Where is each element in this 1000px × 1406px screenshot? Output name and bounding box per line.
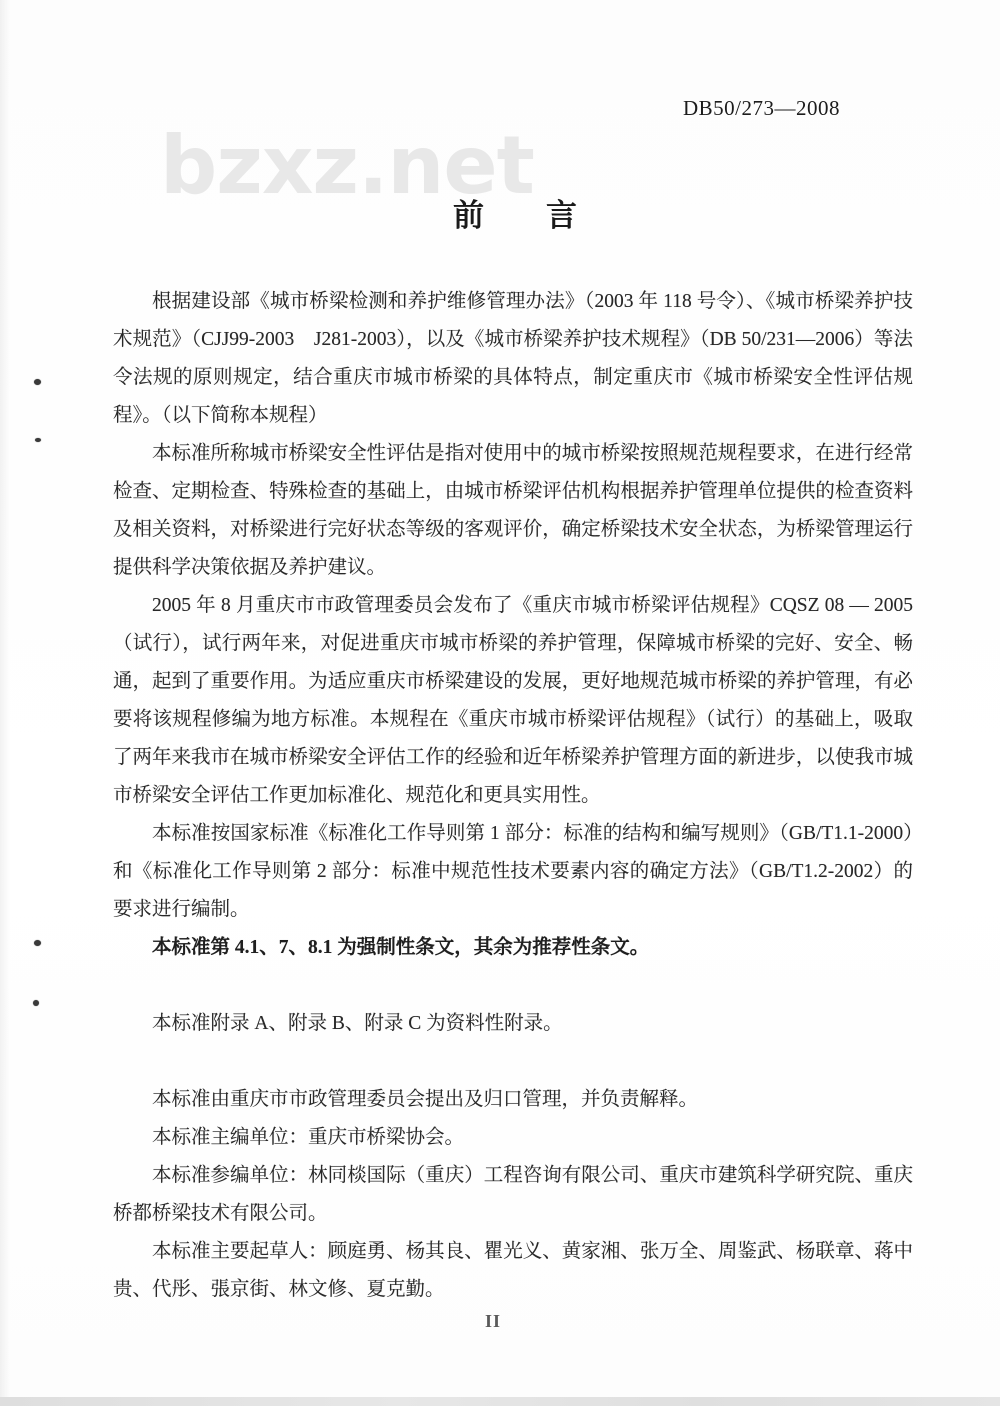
page-number: II [484,1311,501,1331]
paragraph-co-editors: 本标准参编单位：林同棪国际（重庆）工程咨询有限公司、重庆市建筑科学研究院、重庆桥都桥梁技术有限公司。 [113,1165,913,1224]
scan-artifact-dot [35,438,41,442]
paragraph-drafting-rules: 本标准按国家标准《标准化工作导则第 1 部分：标准的结构和编写规则》（GB/T1.1-2000）和《标准化工作导则第 2 部分：标准中规范性技术要素内容的确定方法》（GB/T1.2-2002）的要求进行编制。 [113,823,913,920]
watermark-text: bzxz.net [160,119,534,212]
paragraph-scope: 根据建设部《城市桥梁检测和养护维修管理办法》（2003 年 118 号令）、《城市桥梁养护技术规范》（CJJ99-2003 J281-2003），以及《城市桥梁养护技术规程》（DB 50/231—2006）等法令法规的原则规定，结合重庆市城市桥梁的具体特点，制定重庆市《城市桥梁安全性评估规程》。（以下简称本规程） [113,291,913,426]
paragraph-issuing-body: 本标准由重庆市市政管理委员会提出及归口管理，并负责解释。 [152,1089,699,1110]
paragraph-appendices: 本标准附录 A、附录 B、附录 C 为资料性附录。 [152,1013,563,1034]
scan-left-edge-shadow [0,0,10,1406]
scan-artifact-dot [33,1000,39,1006]
paragraph-chief-editor: 本标准主编单位：重庆市桥梁协会。 [152,1127,465,1148]
page-title: 前 言 [453,198,577,233]
paragraph-definition: 本标准所称城市桥梁安全性评估是指对使用中的城市桥梁按照规范规程要求，在进行经常检查、定期检查、特殊检查的基础上，由城市桥梁评估机构根据养护管理单位提供的检查资料及相关资料，对桥梁进行完好状态等级的客观评价，确定桥梁技术安全状态，为桥梁管理运行提供科学决策依据及养护建议。 [113,443,913,578]
paragraph-history: 2005 年 8 月重庆市市政管理委员会发布了《重庆市城市桥梁评估规程》CQSZ 08 — 2005（试行），试行两年来，对促进重庆市城市桥梁的养护管理，保障城市桥梁的完好、安全、畅通，起到了重要作用。为适应重庆市桥梁建设的发展，更好地规范城市桥梁的养护管理，有必要将该规程修编为地方标准。本规程在《重庆市城市桥梁评估规程》（试行）的基础上，吸取了两年来我市在城市桥梁安全评估工作的经验和近年桥梁养护管理方面的新进步，以使我市城市桥梁安全评估工作更加标准化、规范化和更具实用性。 [113,595,913,806]
scan-artifact-dot [34,940,41,946]
standard-number: DB50/273—2008 [683,96,841,120]
scan-bottom-edge [0,1397,1000,1406]
paragraph-drafters: 本标准主要起草人：顾庭勇、杨其良、瞿光义、黄家湘、张万全、周鉴武、杨联章、蒋中贵、代彤、張京街、林文修、夏克勤。 [113,1241,913,1300]
paragraph-mandatory-clauses: 本标准第 4.1、7、8.1 为强制性条文，其余为推荐性条文。 [152,937,650,958]
document-body [113,283,913,1309]
scan-artifact-dot [34,379,41,385]
